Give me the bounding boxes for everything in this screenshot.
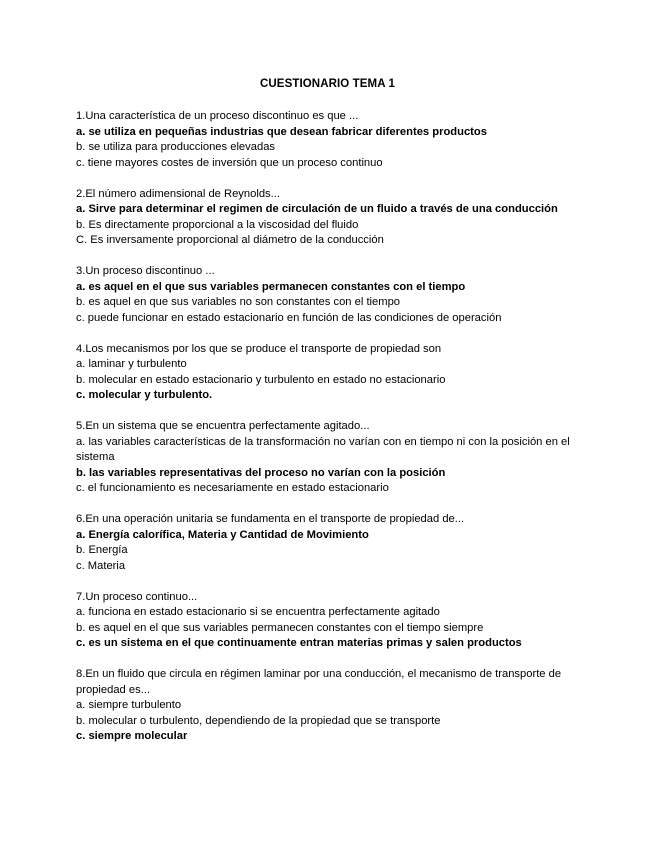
answer-option: b. es aquel en el que sus variables permanecen constantes con el tiempo siempre — [76, 621, 484, 634]
answer-option: b. molecular en estado estacionario y turbulento en estado no estacionario — [76, 373, 446, 386]
question-text: 2.El número adimensional de Reynolds... — [76, 187, 280, 200]
answer-option-correct: a. es aquel en el que sus variables permanecen constantes con el tiempo — [76, 280, 466, 293]
answer-option-correct: a. Energía calorífica, Materia y Cantidad de Movimiento — [76, 528, 369, 541]
question-text: 3.Un proceso discontinuo ... — [76, 265, 215, 277]
answer-option: C. Es inversamente proporcional al diámetro de la conducción — [76, 234, 384, 246]
answer-option: b. es aquel en que sus variables no son constantes con el tiempo — [76, 296, 401, 308]
answer-option: c. el funcionamiento es necesariamente en estado estacionario — [76, 482, 389, 494]
answer-option: c. tiene mayores costes de inversión que un proceso continuo — [76, 156, 383, 169]
question-6 — [76, 512, 596, 574]
question-1 — [76, 109, 596, 171]
question-text: 8.En un fluido que circula en régimen laminar por una conducción, el mecanismo de transporte de propiedad es... — [76, 668, 562, 696]
answer-option-correct: c. siempre molecular — [76, 730, 188, 742]
answer-option-correct: c. molecular y turbulento. — [76, 389, 213, 401]
answer-option: a. laminar y turbulento — [76, 358, 187, 370]
question-4 — [76, 342, 596, 404]
answer-option: b. molecular o turbulento, dependiendo de la propiedad que se transporte — [76, 714, 441, 727]
answer-option-correct: a. se utiliza en pequeñas industrias que desean fabricar diferentes productos — [76, 125, 487, 138]
answer-option-correct: a. Sirve para determinar el regimen de circulación de un fluido a través de una conducción — [76, 203, 558, 215]
question-5 — [76, 419, 596, 497]
answer-option: a. siempre turbulento — [76, 699, 182, 711]
answer-option: c. puede funcionar en estado estacionario en función de las condiciones de operación — [76, 311, 502, 324]
question-text: 7.Un proceso continuo... — [76, 590, 198, 603]
question-2 — [76, 187, 596, 249]
question-text: 5.En un sistema que se encuentra perfectamente agitado... — [76, 420, 370, 432]
question-3 — [76, 264, 596, 326]
question-text: 4.Los mecanismos por los que se produce el transporte de propiedad son — [76, 342, 442, 355]
document-title: CUESTIONARIO TEMA 1 — [259, 78, 395, 90]
answer-option: a. funciona en estado estacionario si se encuentra perfectamente agitado — [76, 606, 440, 618]
question-list — [76, 109, 596, 745]
question-7 — [76, 590, 596, 652]
answer-option: b. Es directamente proporcional a la viscosidad del fluido — [76, 218, 359, 231]
answer-option: c. Materia — [76, 559, 126, 572]
question-8 — [76, 667, 596, 745]
answer-option-correct: b. las variables representativas del proceso no varían con la posición — [76, 466, 446, 479]
answer-option: a. las variables características de la transformación no varían con en tiempo ni con la posición en el sistema — [76, 435, 570, 463]
answer-option-correct: c. es un sistema en el que continuamente entran materias primas y salen productos — [76, 637, 522, 649]
answer-option: b. se utiliza para producciones elevadas — [76, 141, 276, 153]
question-text: 6.En una operación unitaria se fundamenta en el transporte de propiedad de... — [76, 513, 465, 525]
answer-option: b. Energía — [76, 544, 128, 556]
question-text: 1.Una característica de un proceso discontinuo es que ... — [76, 110, 359, 122]
